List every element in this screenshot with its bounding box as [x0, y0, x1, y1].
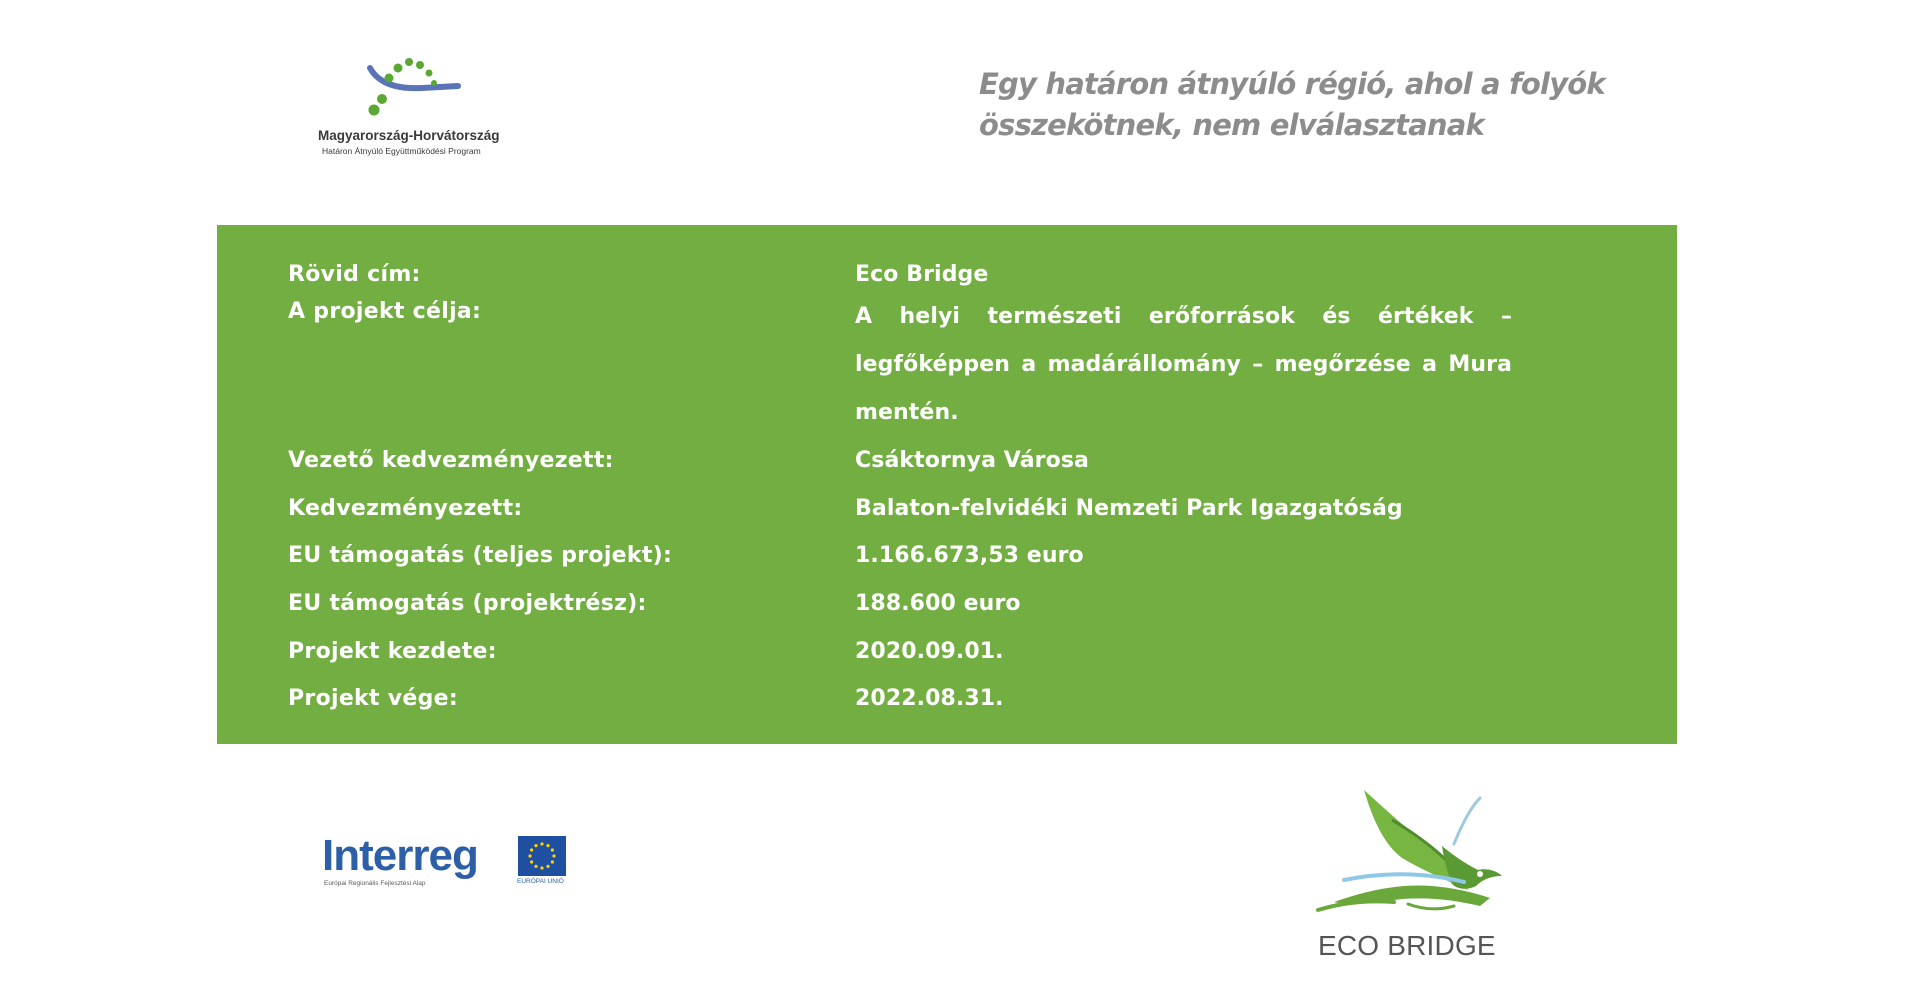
info-label: EU támogatás (projektrész): — [288, 591, 647, 616]
info-value: 188.600 euro — [855, 591, 1021, 616]
info-label: Kedvezményezett: — [288, 496, 523, 521]
info-label: Rövid cím: — [288, 262, 421, 287]
eco-bridge-logo — [1304, 784, 1514, 964]
slogan-line-2: összekötnek, nem elválasztanak — [979, 108, 1485, 142]
info-label: A projekt célja: — [288, 299, 482, 324]
info-value: Balaton-felvidéki Nemzeti Park Igazgatóság — [855, 496, 1403, 521]
info-value: A helyi természeti erőforrások és értékek – legfőképpen a madárállomány – megőrzése a Mura mentén. — [855, 304, 1512, 425]
slogan-line-1: Egy határon átnyúló régió, ahol a folyók — [979, 67, 1605, 101]
info-label: Projekt kezdete: — [288, 639, 497, 664]
slogan — [979, 64, 1679, 146]
bird-icon — [1304, 784, 1504, 924]
info-value: 1.166.673,53 euro — [855, 543, 1084, 568]
info-label: Projekt vége: — [288, 686, 458, 711]
program-logo-subtitle: Határon Átnyúló Együttműködési Program — [322, 146, 481, 156]
info-value: Csáktornya Városa — [855, 448, 1089, 473]
interreg-wordmark: Interreg — [322, 831, 478, 880]
eu-flag-icon — [518, 836, 566, 876]
info-value: Eco Bridge — [855, 262, 989, 287]
program-logo-icon — [352, 56, 502, 126]
info-label: EU támogatás (teljes projekt): — [288, 543, 673, 568]
interreg-fund-text: Európai Regionális Fejlesztési Alap — [324, 880, 426, 887]
info-value: 2022.08.31. — [855, 686, 1004, 711]
info-value: 2020.09.01. — [855, 639, 1004, 664]
project-info-panel — [217, 225, 1677, 744]
program-logo — [312, 56, 522, 164]
interreg-logo — [322, 832, 582, 892]
program-logo-title: Magyarország-Horvátország — [318, 128, 500, 143]
eco-bridge-name: ECO BRIDGE — [1318, 930, 1496, 961]
info-label: Vezető kedvezményezett: — [288, 448, 614, 473]
eu-text: EURÓPAI UNIÓ — [517, 878, 564, 885]
